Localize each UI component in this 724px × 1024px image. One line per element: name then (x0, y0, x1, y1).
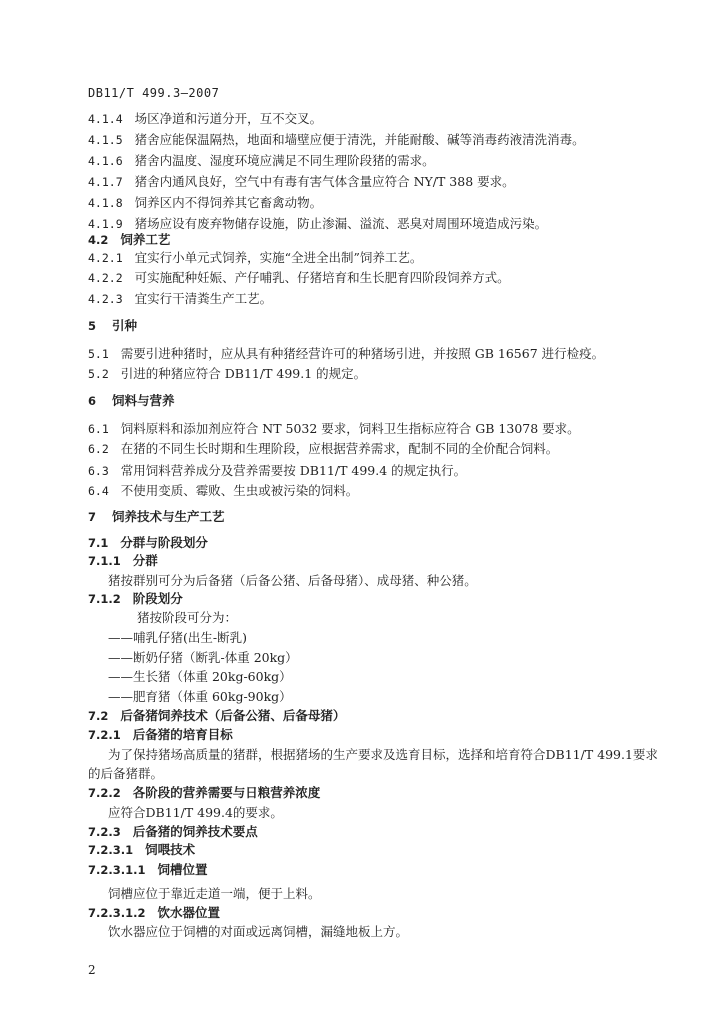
text-line (137, 610, 237, 626)
clause-text: ——哺乳仔猪(出生-断乳) (108, 630, 247, 645)
clause-number: 4.2.1 (88, 251, 123, 265)
text-line (88, 905, 220, 921)
text-line (88, 441, 558, 457)
clause-text: 后备猪饲养技术（后备公猪、后备母猪） (120, 708, 346, 723)
clause-text: 宜实行干清粪生产工艺。 (134, 291, 273, 306)
clause-text: 饮水器应位于饲槽的对面或远离饲槽，漏缝地板上方。 (108, 924, 409, 939)
clause-number: 7.1.2 (88, 592, 121, 606)
clause-number: 4.1.6 (88, 154, 123, 168)
clause-text: 猪按群别可分为后备猪（后备公猪、后备母猪）、成母猪、种公猪。 (108, 573, 477, 588)
clause-number: 7.2.3 (88, 825, 121, 839)
text-line (88, 535, 208, 551)
text-line (88, 270, 510, 286)
clause-number: 7.2 (88, 709, 109, 723)
clause-text: 分群 (132, 553, 158, 568)
document-header: DB11/T 499.3—2007 (88, 86, 220, 100)
clause-text: 常用饲料营养成分及营养需要按 DB11/T 499.4 的规定执行。 (120, 463, 467, 478)
clause-text: 应符合DB11/T 499.4的要求。 (108, 805, 283, 820)
clause-number: 4.1.7 (88, 175, 123, 189)
clause-number: 6 (88, 394, 97, 408)
clause-number: 6.3 (88, 464, 109, 478)
text-line (108, 805, 283, 821)
clause-text: 需要引进种猪时，应从具有种猪经营许可的种猪场引进，并按照 GB 16567 进行检疫。 (120, 346, 605, 361)
clause-number: 4.1.9 (88, 217, 123, 231)
clause-text: 饲养技术与生产工艺 (112, 509, 225, 524)
text-line (108, 886, 321, 902)
text-line (88, 708, 345, 724)
clause-number: 4.1.8 (88, 196, 123, 210)
text-line (108, 650, 298, 666)
clause-text: 猪舍应能保温隔热，地面和墙壁应便于清洗，并能耐酸、碱等消毒药液清洗消毒。 (134, 132, 585, 147)
clause-text: 饮水器位置 (157, 905, 220, 920)
text-line (88, 463, 466, 479)
text-line (88, 824, 258, 840)
clause-text: 饲养工艺 (120, 232, 171, 247)
clause-text: 饲槽应位于靠近走道一端，便于上料。 (108, 886, 321, 901)
clause-text: 分群与阶段划分 (120, 535, 208, 550)
clause-text: 后备猪的培育目标 (132, 727, 233, 742)
clause-text: 猪舍内温度、湿度环境应满足不同生理阶段猪的需求。 (134, 153, 435, 168)
text-line (88, 318, 137, 334)
clause-text: 饲养区内不得饲养其它畜禽动物。 (134, 195, 323, 210)
text-line (108, 630, 247, 646)
clause-number: 7.2.1 (88, 728, 121, 742)
clause-text: 饲喂技术 (145, 842, 196, 857)
clause-text: 引进的种猪应符合 DB11/T 499.1 的规定。 (120, 366, 367, 381)
clause-number: 7.1 (88, 536, 109, 550)
text-line (108, 747, 658, 763)
clause-number: 4.1.4 (88, 112, 123, 126)
clause-text: 场区净道和污道分开，互不交叉。 (134, 111, 323, 126)
clause-text: 猪场应设有废弃物储存设施，防止渗漏、溢流、恶臭对周围环境造成污染。 (134, 216, 548, 231)
text-line (88, 785, 320, 801)
text-line (88, 483, 358, 499)
text-line (88, 421, 580, 437)
clause-number: 4.2.3 (88, 292, 123, 306)
clause-text: 可实施配种妊娠、产仔哺乳、仔猪培育和生长肥育四阶段饲养方式。 (134, 270, 510, 285)
clause-text: 为了保持猪场高质量的猪群，根据猪场的生产要求及选育目标，选择和培育符合DB11/T 499.1要求 (108, 747, 658, 762)
clause-number: 5.2 (88, 367, 109, 381)
text-line (88, 291, 272, 307)
clause-text: 的后备猪群。 (88, 766, 164, 781)
text-line (88, 366, 366, 382)
text-line (108, 924, 408, 940)
text-line (88, 216, 547, 232)
text-line (88, 232, 170, 248)
text-line (108, 669, 292, 685)
clause-number: 4.2.2 (88, 271, 123, 285)
clause-number: 6.2 (88, 442, 109, 456)
text-line (88, 250, 422, 266)
clause-text: 饲槽位置 (157, 862, 208, 877)
text-line (88, 132, 585, 148)
text-line (88, 842, 195, 858)
clause-text: 不使用变质、霉败、生虫或被污染的饲料。 (120, 483, 359, 498)
text-line (88, 195, 322, 211)
text-line (88, 591, 183, 607)
clause-number: 6.1 (88, 422, 109, 436)
clause-number: 4.1.5 (88, 133, 123, 147)
clause-number: 7.2.3.1 (88, 843, 134, 857)
clause-text: 阶段划分 (132, 591, 183, 606)
clause-number: 4.2 (88, 233, 109, 247)
text-line (88, 111, 322, 127)
clause-number: 5 (88, 319, 97, 333)
clause-text: ——肥育猪（体重 60kg-90kg） (108, 689, 292, 704)
text-line (88, 766, 163, 782)
clause-text: 后备猪的饲养技术要点 (132, 824, 258, 839)
text-line (108, 573, 477, 589)
clause-text: 猪按阶段可分为： (137, 610, 238, 625)
clause-number: 7 (88, 510, 97, 524)
text-line (88, 346, 604, 362)
clause-text: 饲料原料和添加剂应符合 NT 5032 要求，饲料卫生指标应符合 GB 13078 要求。 (120, 421, 580, 436)
text-line (88, 153, 435, 169)
clause-number: 7.2.3.1.2 (88, 906, 146, 920)
text-line (88, 862, 208, 878)
text-line (88, 393, 175, 409)
text-line (88, 727, 233, 743)
clause-number: 5.1 (88, 347, 109, 361)
clause-text: 宜实行小单元式饲养，实施“全进全出制”饲养工艺。 (134, 250, 423, 265)
clause-text: 猪舍内通风良好，空气中有毒有害气体含量应符合 NY/T 388 要求。 (134, 174, 515, 189)
clause-text: 引种 (112, 318, 138, 333)
page-number: 2 (88, 963, 96, 977)
clause-text: ——生长猪（体重 20kg-60kg） (108, 669, 292, 684)
text-line (88, 509, 225, 525)
clause-text: 各阶段的营养需要与日粮营养浓度 (132, 785, 321, 800)
text-line (88, 553, 158, 569)
clause-number: 7.1.1 (88, 554, 121, 568)
clause-text: 饲料与营养 (112, 393, 175, 408)
clause-text: ——断奶仔猪（断乳-体重 20kg） (108, 650, 298, 665)
clause-number: 6.4 (88, 484, 109, 498)
text-line (108, 689, 292, 705)
clause-number: 7.2.2 (88, 786, 121, 800)
text-line (88, 174, 515, 190)
clause-text: 在猪的不同生长时期和生理阶段，应根据营养需求，配制不同的全价配合饲料。 (120, 441, 559, 456)
clause-number: 7.2.3.1.1 (88, 863, 146, 877)
